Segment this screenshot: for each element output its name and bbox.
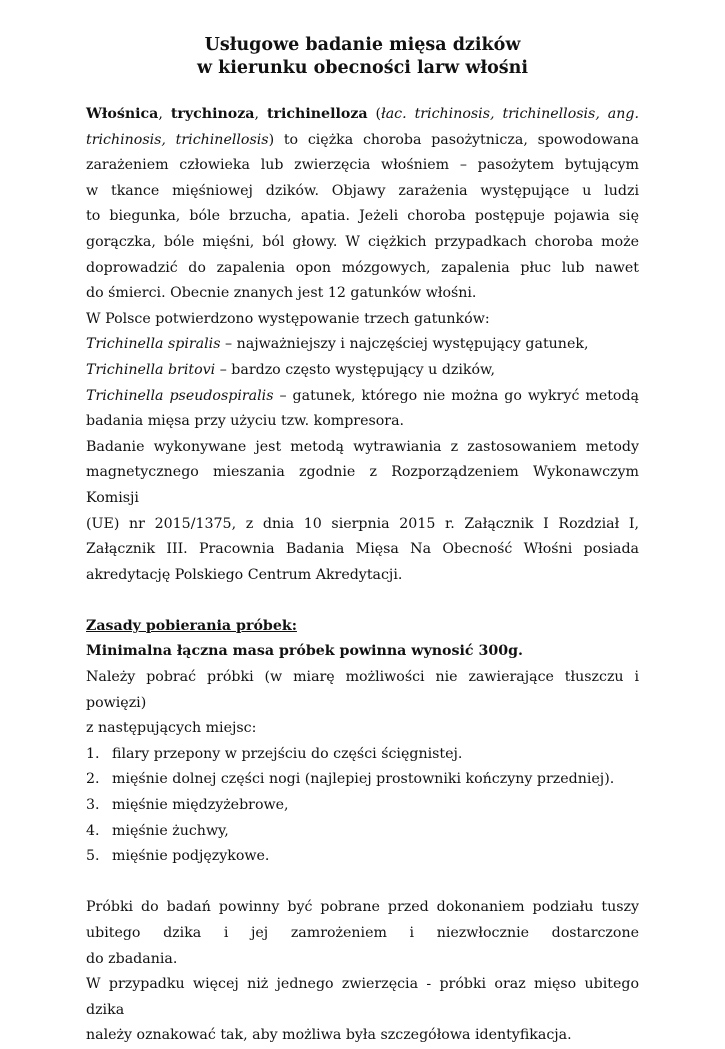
list-item	[86, 819, 639, 845]
closing-line-5: należy oznakować tak, aby możliwa była szczegółowa identyfikacja.	[86, 1027, 572, 1044]
blank-line	[86, 870, 639, 896]
intro-line-3: zarażeniem człowieka lub zwierzęcia włośniem – pasożytem bytującym	[86, 157, 639, 174]
latin-names: łac. trichinosis, trichinellosis, ang.	[381, 106, 639, 122]
list-item-text: filary przepony w przejściu do części ścięgnistej.	[112, 745, 463, 762]
list-item-text: mięśnie międzyżebrowe,	[112, 797, 289, 814]
intro-line-7: doprowadzić do zapalenia opon mózgowych, zapalenia płuc lub nawet	[86, 259, 639, 276]
list-item	[86, 844, 639, 870]
intro-line-6: gorączka, bóle mięśni, ból głowy. W ciężkich przypadkach choroba może	[86, 233, 639, 250]
min-mass-note: Minimalna łączna masa próbek powinna wynosić 300g.	[86, 643, 523, 660]
list-item	[86, 742, 639, 768]
intro-line-1	[86, 102, 639, 128]
list-item	[86, 767, 639, 793]
intro-line-5: to biegunka, bóle brzucha, apatia. Jeżeli choroba postępuje pojawia się	[86, 208, 639, 225]
method-line-1: Badanie wykonywane jest metodą wytrawiania z zastosowaniem metody	[86, 438, 639, 455]
closing-paragraph-2	[86, 972, 639, 1049]
method-line-3: (UE) nr 2015/1375, z dnia 10 sierpnia 2015 r. Załącznik I Rozdział I,	[86, 515, 639, 532]
separator: ,	[254, 106, 267, 122]
species-pseudospiralis-line-2: badania mięsa przy użyciu tzw. kompresora.	[86, 413, 405, 430]
closing-paragraph-1	[86, 895, 639, 972]
list-number: 3.	[86, 797, 100, 814]
document-body	[86, 102, 639, 1049]
species-name: Trichinella pseudospiralis	[86, 387, 274, 404]
species-description: – gatunek, którego nie można go wykryć metodą	[273, 387, 640, 404]
list-number: 2.	[86, 771, 100, 788]
sampling-section	[86, 614, 639, 870]
intro-paragraph	[86, 102, 639, 307]
list-number: 4.	[86, 822, 100, 839]
list-item-text: mięśnie dolnej części nogi (najlepiej prostowniki kończyny przedniej).	[112, 771, 615, 788]
method-line-4: Załącznik III. Pracownia Badania Mięsa Na Obecność Włośni posiada	[86, 541, 639, 558]
title-line-2: w kierunku obecności larw włośni	[196, 58, 529, 78]
document-page	[86, 34, 639, 1049]
intro-line-8: do śmierci. Obecnie znanych jest 12 gatunków włośni.	[86, 285, 477, 302]
document-title	[86, 34, 639, 80]
list-number: 5.	[86, 848, 100, 865]
list-item	[86, 793, 639, 819]
species-name: Trichinella britovi	[86, 361, 216, 378]
closing-line-1: Próbki do badań powinny być pobrane przed dokonaniem podziału tuszy	[86, 899, 639, 916]
title-line-1: Usługowe badanie mięsa dzików	[204, 35, 521, 55]
list-number: 1.	[86, 745, 100, 762]
sampling-heading: Zasady pobierania próbek:	[86, 617, 297, 634]
sampling-intro-2: z następujących miejsc:	[86, 720, 257, 737]
species-description: – bardzo często występujący u dzików,	[215, 361, 496, 378]
sampling-locations-list	[86, 742, 639, 870]
intro-line-2	[86, 128, 639, 154]
closing-line-4: W przypadku więcej niż jednego zwierzęcia - próbki oraz mięso ubitego dzika	[86, 976, 639, 1018]
species-item-britovi	[86, 358, 639, 384]
term-trichinelloza: trichinelloza	[266, 106, 368, 122]
term-trychinoza: trychinoza	[170, 106, 255, 122]
sampling-intro-1: Należy pobrać próbki (w miarę możliwości nie zawierające tłuszczu i powięzi)	[86, 669, 639, 711]
species-intro: W Polsce potwierdzono występowanie trzech gatunków:	[86, 310, 490, 327]
method-line-5: akredytację Polskiego Centrum Akredytacji.	[86, 566, 403, 583]
paren: (	[367, 106, 382, 122]
intro-text: ) to ciężka choroba pasożytnicza, spowodowana	[268, 131, 639, 148]
method-paragraph	[86, 435, 639, 589]
list-item-text: mięśnie podjęzykowe.	[112, 848, 270, 865]
species-section	[86, 307, 639, 435]
closing-line-3: do zbadania.	[86, 950, 178, 967]
closing-line-2: ubitego dzika i jej zamrożeniem i niezwłocznie dostarczone	[86, 925, 639, 941]
method-line-2: magnetycznego mieszania zgodnie z Rozporządzeniem Wykonawczym Komisji	[86, 464, 639, 506]
term-wlosnica: Włośnica	[86, 106, 159, 122]
blank-line	[86, 588, 639, 614]
intro-line-4: w tkance mięśniowej dzików. Objawy zarażenia występujące u ludzi	[86, 182, 639, 199]
english-names: trichinosis, trichinellosis	[86, 131, 269, 148]
list-item-text: mięśnie żuchwy,	[112, 822, 229, 839]
separator: ,	[158, 106, 171, 122]
species-item-spiralis	[86, 332, 639, 358]
species-name: Trichinella spiralis	[86, 336, 221, 353]
species-item-pseudospiralis	[86, 384, 639, 410]
species-description: – najważniejszy i najczęściej występujący gatunek,	[220, 336, 589, 353]
